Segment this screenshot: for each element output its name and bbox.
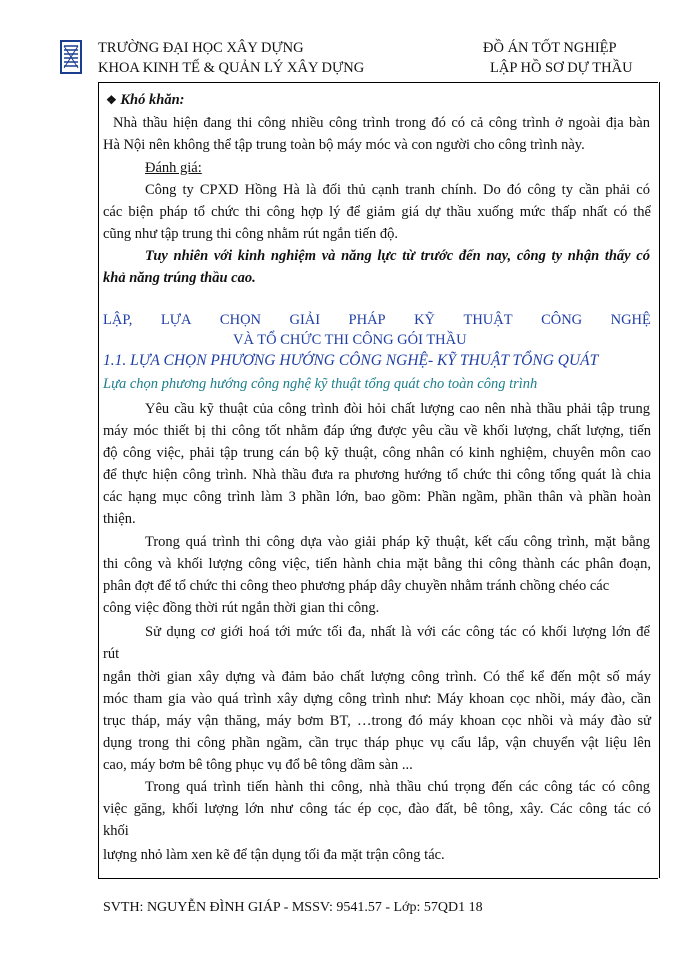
subsubsection-title: Lựa chọn phương hướng công nghệ kỹ thuật tổng quát cho toàn công trình [103, 376, 538, 392]
paragraph-line: rút [103, 646, 120, 662]
paragraph-line: Yêu cầu kỹ thuật của công trình đòi hỏi chất lượng cao nên nhà thầu phải tập trung [145, 401, 650, 417]
conclusion-line: Tuy nhiên với kinh nghiệm và năng lực từ trước đến nay, công ty nhận thấy có [145, 248, 650, 264]
paragraph-line: thiện. [103, 511, 136, 527]
paragraph-line: thi công và khối lượng công việc, tiến hành chia mặt bằng thi công thành các phân đoạn, [103, 556, 651, 572]
paragraph-line: máy móc thiết bị thi công tốt nhằm đáp ứng được yêu cầu về khối lượng, chất lượng, tiến [103, 423, 651, 439]
paragraph-line: dụng trong thi công phần ngầm, cần trục tháp phục vụ cẩu lắp, vận chuyển vật liệu lên [103, 735, 651, 751]
difficulty-line: Hà Nội nên không thể tập trung toàn bộ máy móc và con người cho công trình này. [103, 137, 585, 153]
university-logo-icon [60, 40, 82, 74]
paragraph-line: các hạng mục công trình làm 3 phần lớn, bao gồm: Phần ngầm, phần thân và phần hoàn [103, 489, 651, 505]
paragraph-line: ngắn thời gian xây dựng và đảm bảo chất lượng công trình. Có thể kể đến một số máy [103, 669, 651, 685]
paragraph-line: công việc đồng thời rút ngắn thời gian thi công. [103, 600, 380, 616]
faculty-name: KHOA KINH TẾ & QUẢN LÝ XÂY DỰNG [98, 60, 365, 76]
paragraph-line: để thực hiện công trình. Nhà thầu đưa ra phương hướng tổ chức thi công tổng quát là chia [103, 467, 651, 483]
paragraph-line: phân đợt để tổ chức thi công theo phương pháp dây chuyền nhằm tránh chồng chéo các [103, 578, 610, 594]
conclusion-line: khả năng trúng thầu cao. [103, 270, 256, 286]
university-name: TRƯỜNG ĐẠI HỌC XÂY DỰNG [98, 40, 304, 56]
paragraph-line: móc tham gia vào quá trình xây dựng công trình như: Máy khoan cọc nhồi, máy đào, cần [103, 691, 651, 707]
evaluation-line: Công ty CPXD Hồng Hà là đối thủ cạnh tranh chính. Do đó công ty cần phải có [145, 182, 650, 198]
section-title-word: KỸ [414, 312, 436, 328]
section-title-line2: VÀ TỔ CHỨC THI CÔNG GÓI THẦU [233, 332, 467, 348]
paragraph-line: Sử dụng cơ giới hoá tới mức tối đa, nhất là với các công tác có khối lượng lớn để [145, 624, 650, 640]
paragraph-line: độ công việc, phải tập trung cán bộ kỹ thuật, công nhân có kinh nghiệm, chuyên môn cao [103, 445, 651, 461]
paragraph-line: Trong quá trình tiến hành thi công, nhà thầu chú trọng đến các công tác có công [145, 779, 650, 795]
paragraph-line: trục tháp, máy vận thăng, máy bơm BT, …trong đó máy khoan cọc nhồi và máy đào sử [103, 713, 651, 729]
paragraph-line: việc găng, khối lượng lớn như công tác ép cọc, đào đất, bê tông, xây. Các công tác có [103, 801, 651, 817]
difficulty-heading-row [106, 90, 654, 110]
paragraph-line: Trong quá trình thi công dựa vào giải pháp kỹ thuật, kết cấu công trình, mặt bằng [145, 534, 650, 550]
project-type: ĐỒ ÁN TỐT NGHIỆP [483, 40, 617, 56]
evaluation-line: cũng như tập trung thi công nhằm rút ngắn tiến độ. [103, 226, 398, 242]
evaluation-heading: Đánh giá: [145, 160, 202, 176]
section-title-word: CHỌN [219, 312, 262, 328]
footer-rule [98, 878, 658, 879]
paragraph-line: khối [103, 823, 129, 839]
section-title-word: CÔNG [541, 312, 583, 328]
section-title-word: GIẢI [289, 312, 321, 328]
section-title-word: PHÁP [348, 312, 386, 328]
project-subtitle: LẬP HỒ SƠ DỰ THẦU [490, 60, 633, 76]
diamond-bullet-icon: ❖ [106, 93, 117, 107]
section-title-word: THUẬT [463, 312, 513, 328]
paragraph-line: lượng nhỏ làm xen kẽ để tận dụng tối đa mặt trận công tác. [103, 847, 445, 863]
paragraph-line: cao, máy bơm bê tông phục vụ đổ bê tông dầm sàn ... [103, 757, 413, 773]
difficulty-heading: Khó khăn: [120, 92, 185, 108]
section-title-line1 [103, 310, 651, 330]
section-title-word: LẬP, [103, 312, 133, 328]
section-title-word: NGHỆ [610, 312, 651, 328]
evaluation-line: các biện pháp tổ chức thi công hợp lý để giảm giá dự thầu xuống mức thấp nhất có thể [103, 204, 651, 220]
section-title-word: LỰA [160, 312, 192, 328]
page-header [60, 40, 660, 82]
page-footer: SVTH: NGUYỄN ĐÌNH GIÁP - MSSV: 9541.57 - Lớp: 57QD1 18 [103, 900, 483, 915]
difficulty-line: Nhà thầu hiện đang thi công nhiều công trình trong đó có cả công trình ở ngoài địa bàn [113, 115, 650, 131]
subsection-title: 1.1. LỰA CHỌN PHƯƠNG HƯỚNG CÔNG NGHỆ- KỸ THUẬT TỔNG QUÁT [103, 352, 599, 369]
